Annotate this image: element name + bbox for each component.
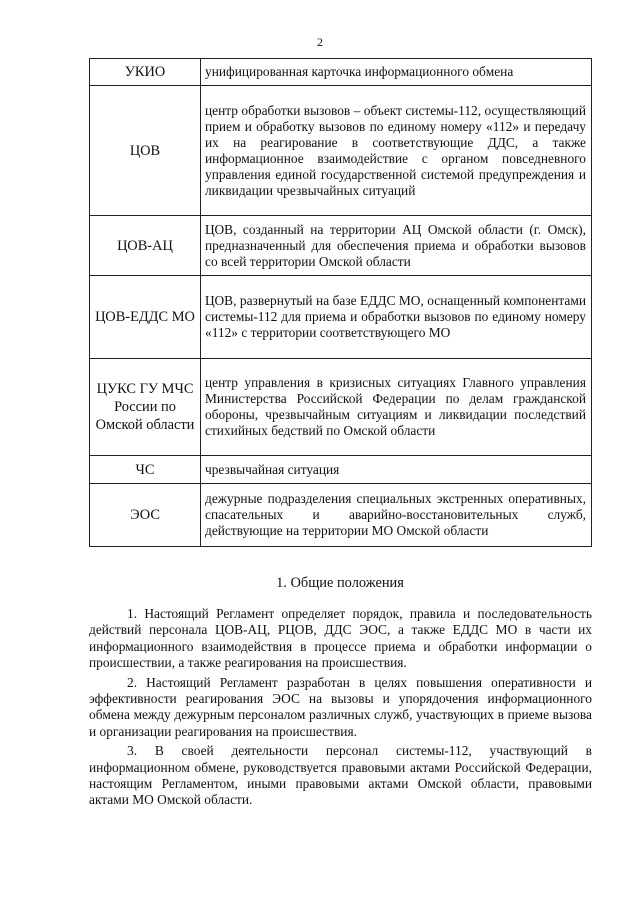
abbreviation-term: УКИО [90,59,201,86]
abbreviation-definition: ЦОВ, созданный на территории АЦ Омской области (г. Омск), предназначенный для обеспечения приема и обработки вызовов со всей территории Омской области [201,216,592,276]
table-row [90,59,592,86]
abbreviations-table [89,58,592,547]
abbreviation-definition: центр обработки вызовов – объект системы-112, осуществляющий прием и обработку вызовов по единому номеру «112» и передачу их на реагирование в соответствующие ДДС, а также информационное взаимодействие с органом повседневного управления единой государственной системой предупреждения и ликвидации чрезвычайных ситуаций [201,86,592,216]
abbreviation-definition: унифицированная карточка информационного обмена [201,59,592,86]
abbreviation-definition: чрезвычайная ситуация [201,456,592,484]
abbreviation-term: ЦОВ-АЦ [90,216,201,276]
abbreviation-term: ЧС [90,456,201,484]
body-text [89,606,592,812]
abbreviation-definition: ЦОВ, развернутый на базе ЕДДС МО, оснащенный компонентами системы-112 для приема и обработки вызовов по единому номеру «112» с территории соответствующего МО [201,276,592,359]
paragraph: 3. В своей деятельности персонал системы-112, участвующий в информационном обмене, руководствуется правовыми актами Российской Федерации, настоящим Регламентом, иными правовыми актами Омской области, правовыми актами МО Омской области. [89,743,592,808]
abbreviation-definition: дежурные подразделения специальных экстренных оперативных, спасательных и аварийно-восстановительных служб, действующие на территории МО Омской области [201,484,592,547]
table-row [90,216,592,276]
abbreviation-definition: центр управления в кризисных ситуациях Главного управления Министерства Российской Федерации по делам гражданской обороны, чрезвычайным ситуациям и ликвидации последствий стихийных бедствий по Омской области [201,359,592,456]
table-row [90,484,592,547]
table-row [90,359,592,456]
abbreviation-term: ЦУКС ГУ МЧС России по Омской области [90,359,201,456]
abbreviation-term: ЦОВ-ЕДДС МО [90,276,201,359]
abbreviation-term: ЦОВ [90,86,201,216]
table-row [90,456,592,484]
abbreviation-term: ЭОС [90,484,201,547]
page-number: 2 [317,35,323,49]
paragraph: 2. Настоящий Регламент разработан в целях повышения оперативности и эффективности реагирования ЭОС на вызовы и упорядочения информационного обмена между дежурным персоналом различных служб, участвующих в приеме вызова и организации реагирования на происшествия. [89,674,592,739]
paragraph: 1. Настоящий Регламент определяет порядок, правила и последовательность действий персонала ЦОВ-АЦ, РЦОВ, ДДС ЭОС, а также ЕДДС МО в части их информационного взаимодействия в процессе приема и обработки информации о происшествии, а также реагирования на происшествия. [89,606,592,671]
table-row [90,276,592,359]
table-row [90,86,592,216]
section-title: 1. Общие положения [276,575,404,591]
